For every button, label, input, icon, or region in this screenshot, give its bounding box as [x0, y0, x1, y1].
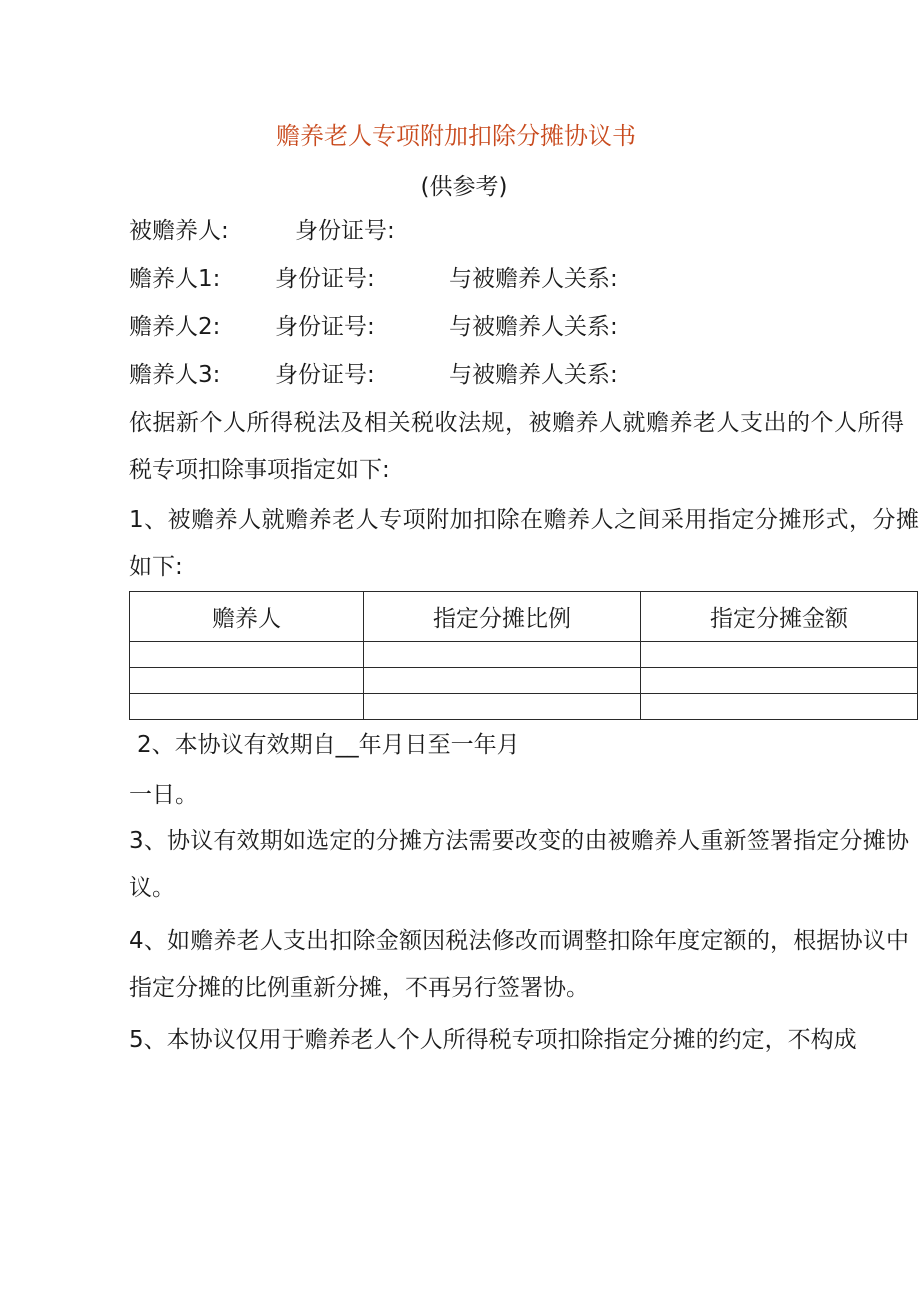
column-header-amount: 指定分摊金额: [641, 592, 918, 642]
table-cell[interactable]: [130, 694, 364, 720]
clause-1: 1、被赡养人就赡养老人专项附加扣除在赡养人之间采用指定分摊形式，分摊如下:: [129, 507, 919, 580]
table-cell[interactable]: [641, 668, 918, 694]
column-header-supporter: 赡养人: [130, 592, 364, 642]
table-cell[interactable]: [641, 694, 918, 720]
clause-2-line-2: 一日。: [129, 782, 198, 808]
clause-2-line-1: 2、本协议有效期自__年月日至一年月: [137, 732, 520, 758]
supporter-relation-label: 与被赡养人关系:: [449, 266, 618, 292]
supporter-line: [129, 264, 618, 294]
supported-id-label: 身份证号:: [295, 218, 395, 244]
table-cell[interactable]: [364, 694, 641, 720]
supported-person-line: [129, 216, 395, 246]
supporter-relation-label: 与被赡养人关系:: [449, 314, 618, 340]
supporter-id-label: 身份证号:: [275, 266, 375, 292]
clause-3: 3、协议有效期如选定的分摊方法需要改变的由被赡养人重新签署指定分摊协议。: [129, 828, 909, 901]
supporter-label: 赡养人1:: [129, 266, 221, 292]
table-cell[interactable]: [364, 642, 641, 668]
table-row: [130, 694, 918, 720]
intro-paragraph: 依据新个人所得税法及相关税收法规，被赡养人就赡养老人支出的个人所得税专项扣除事项指定如下:: [129, 410, 904, 483]
supporter-id-label: 身份证号:: [275, 362, 375, 388]
table-row: [130, 642, 918, 668]
table-cell[interactable]: [130, 642, 364, 668]
document-subtitle: (供参考): [420, 174, 508, 200]
table-row: [130, 668, 918, 694]
supported-person-label: 被赡养人:: [129, 218, 229, 244]
supporter-relation-label: 与被赡养人关系:: [449, 362, 618, 388]
table-header-row: [130, 592, 918, 642]
supporter-line: [129, 312, 618, 342]
clause-5: 5、本协议仅用于赡养老人个人所得税专项扣除指定分摊的约定，不构成: [129, 1027, 857, 1053]
document-title: 赡养老人专项附加扣除分摊协议书: [276, 122, 636, 150]
clause-4: 4、如赡养老人支出扣除金额因税法修改而调整扣除年度定额的，根据协议中指定分摊的比例重新分摊，不再另行签署协。: [129, 928, 909, 1001]
column-header-ratio: 指定分摊比例: [364, 592, 641, 642]
supporter-label: 赡养人2:: [129, 314, 221, 340]
supporter-label: 赡养人3:: [129, 362, 221, 388]
supporter-line: [129, 360, 618, 390]
supporter-id-label: 身份证号:: [275, 314, 375, 340]
table-cell[interactable]: [364, 668, 641, 694]
table-cell[interactable]: [641, 642, 918, 668]
table-cell[interactable]: [130, 668, 364, 694]
allocation-table: [129, 591, 918, 720]
